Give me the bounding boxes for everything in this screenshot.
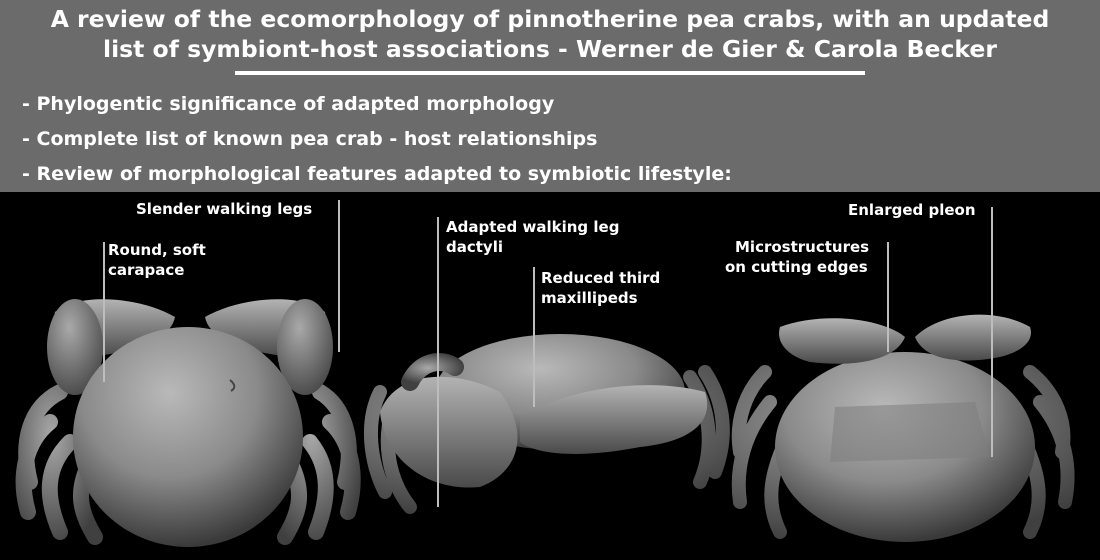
bullet-morphology-review: - Review of morphological features adapted to symbiotic lifestyle: — [22, 163, 732, 185]
label-dactyli-line1: Adapted walking leg — [446, 218, 620, 236]
title-line-1: A review of the ecomorphology of pinnotherine pea crabs, with an updated — [50, 5, 1050, 33]
pointer-line-dactyli — [437, 217, 439, 507]
pointer-line-maxillipeds — [533, 267, 535, 407]
title-underline — [235, 71, 865, 75]
crab-ventral-view — [739, 315, 1068, 542]
pointer-line-pleon — [991, 207, 993, 457]
label-round-carapace-line1: Round, soft — [108, 241, 206, 259]
bullet-host-list: - Complete list of known pea crab - host relationships — [22, 128, 598, 150]
pointer-line-slender-legs — [338, 200, 340, 352]
label-maxillipeds-line1: Reduced third — [541, 269, 661, 287]
crab-dorsal-view — [24, 299, 353, 547]
label-dactyli-line2: dactyli — [446, 238, 503, 256]
label-microstructures-line1: Microstructures — [735, 238, 870, 256]
crab-lateral-view — [371, 334, 723, 507]
crab-renderings-panel — [0, 192, 1100, 560]
pointer-line-carapace — [103, 242, 105, 382]
header-banner — [0, 0, 1100, 192]
label-round-carapace-line2: carapace — [108, 261, 185, 279]
title-line-2: list of symbiont-host associations - Werner de Gier & Carola Becker — [103, 35, 997, 63]
label-maxillipeds-line2: maxillipeds — [541, 289, 638, 307]
label-microstructures-line2: on cutting edges — [725, 258, 868, 276]
label-enlarged-pleon: Enlarged pleon — [848, 201, 976, 219]
bullet-phylogenetic: - Phylogentic significance of adapted morphology — [22, 93, 555, 115]
pointer-line-microstructures — [887, 242, 889, 352]
label-slender-walking-legs: Slender walking legs — [136, 200, 313, 218]
